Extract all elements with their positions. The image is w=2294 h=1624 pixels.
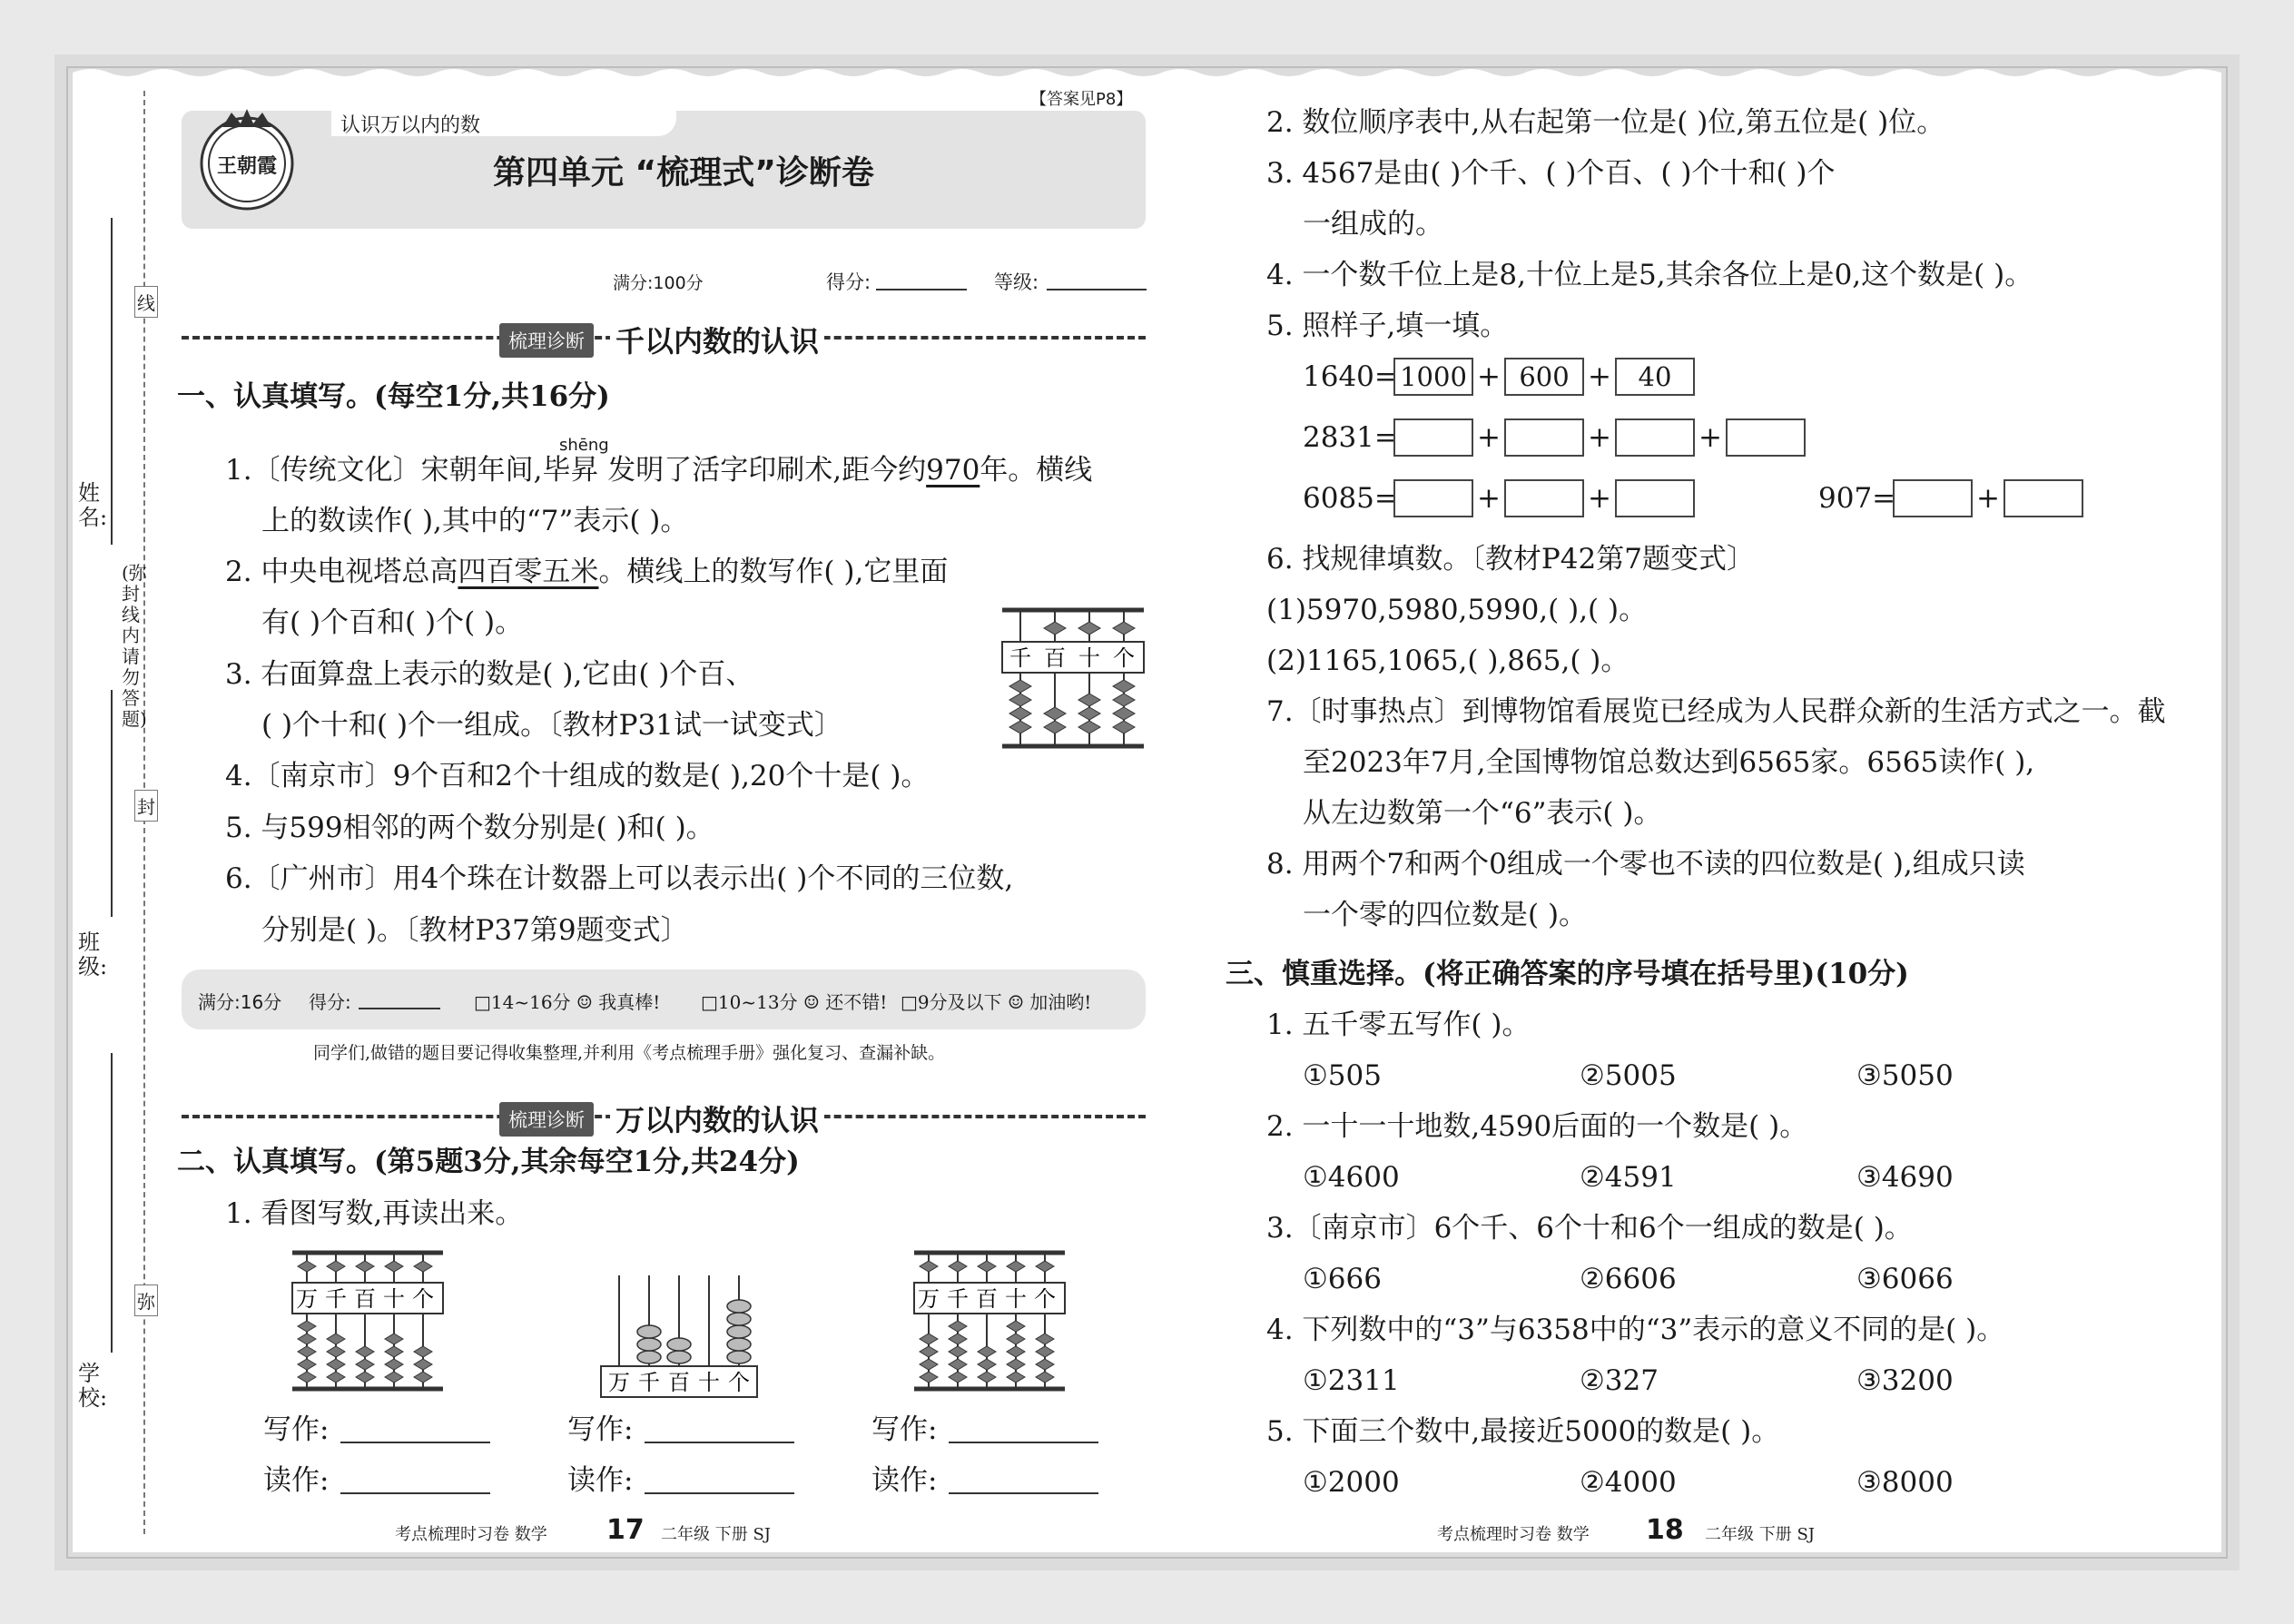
page-number-left: 17 [606, 1514, 645, 1546]
write-label-a: 写作: [263, 1413, 330, 1446]
r-q5-row3-lhs: 6085= [1303, 482, 1398, 515]
footer-left-grade: 二年级 下册 SJ [661, 1525, 771, 1544]
plus-sign: + [1477, 360, 1501, 393]
r-q5-row1-box2: 600 [1504, 358, 1584, 396]
abacus-c-label-5: 个 [1034, 1286, 1056, 1312]
answer-ref: 【答案见P8】 [1030, 90, 1133, 109]
page-number-right: 18 [1646, 1514, 1684, 1546]
c5-option-3[interactable]: ③8000 [1856, 1466, 1954, 1499]
score-option-1[interactable]: □14~16分 ☺ 我真棒! [474, 991, 661, 1013]
r-q5-row1-box1: 1000 [1393, 358, 1473, 396]
c4-question: 4. 下列数中的“3”与6358中的“3”表示的意义不同的是( )。 [1266, 1314, 2005, 1346]
read-field-b[interactable] [645, 1492, 794, 1494]
section-heading-2: 万以内数的认识 [610, 1097, 824, 1139]
r-q5-row2-lhs: 2831= [1303, 421, 1398, 454]
r-q6: 6. 找规律填数。〔教材P42第7题变式〕 [1266, 543, 1755, 576]
r-q5-row2-box2[interactable] [1504, 418, 1584, 457]
r-q5-row1-box3: 40 [1615, 358, 1695, 396]
abacus-b-label-4: 十 [698, 1370, 720, 1395]
unit-topic: 认识万以内的数 [340, 114, 481, 137]
plus-sign: + [1588, 421, 1611, 454]
footer-right-grade: 二年级 下册 SJ [1705, 1525, 1815, 1544]
score-bar-got: 得分: [309, 991, 351, 1013]
review-note: 同学们,做错的题目要记得收集整理,并利用《考点梳理手册》强化复习、查漏补缺。 [313, 1043, 946, 1063]
plus-sign: + [1477, 421, 1501, 454]
c3-option-3[interactable]: ③6066 [1856, 1263, 1954, 1295]
footer-left-series: 考点梳理时习卷 数学 [395, 1525, 547, 1544]
r-q7-line3: 从左边数第一个“6”表示( )。 [1303, 797, 1662, 830]
q1-line2: 上的数读作( ),其中的“7”表示( )。 [261, 505, 689, 537]
q6-line2: 分别是( )。〔教材P37第9题变式〕 [261, 914, 689, 947]
r-q3-line2: 一组成的。 [1303, 208, 1443, 241]
school-label: 学校: [78, 1361, 108, 1411]
score-bar-field[interactable] [359, 1008, 440, 1009]
read-label-c: 读作: [871, 1464, 938, 1497]
r-q3-line1: 3. 4567是由( )个千、( )个百、( )个十和( )个 [1266, 157, 1836, 190]
plus-sign: + [1698, 421, 1722, 454]
abacus-a-label-1: 万 [296, 1286, 318, 1312]
c4-option-2[interactable]: ②327 [1580, 1364, 1659, 1397]
q2-line1: 2. 中央电视塔总高四百零五米。横线上的数写作( ),它里面 [225, 556, 949, 588]
write-label-b: 写作: [567, 1413, 634, 1446]
name-label: 姓名: [78, 480, 108, 530]
write-label-c: 写作: [871, 1413, 938, 1446]
c3-option-2[interactable]: ②6606 [1580, 1263, 1677, 1295]
r-q5-row2-box3[interactable] [1615, 418, 1695, 457]
plus-sign: + [1976, 482, 2000, 515]
plus-sign: + [1477, 482, 1501, 515]
abacus-c-label-1: 万 [918, 1286, 940, 1312]
q3-line2: ( )个十和( )个一组成。〔教材P31试一试变式〕 [261, 709, 842, 742]
r-q7-line1: 7.〔时事热点〕到博物馆看展览已经成为人民群众新的生活方式之一。截 [1266, 695, 2166, 728]
score-bar-full: 满分:16分 [198, 991, 282, 1013]
r-q5-row2-box4[interactable] [1726, 418, 1806, 457]
read-label-a: 读作: [263, 1464, 330, 1497]
section-heading: 千以内数的认识 [610, 319, 824, 360]
mark-seal: 封 [134, 790, 158, 822]
part-three-title: 三、慎重选择。(将正确答案的序号填在括号里)(10分) [1226, 958, 1909, 990]
grade-field[interactable] [1047, 289, 1147, 290]
abacus-label-thousands: 千 [1009, 645, 1031, 671]
r-q5-row3-box2[interactable] [1504, 479, 1584, 517]
abacus-c-label-2: 千 [947, 1286, 969, 1312]
score-label: 得分: [826, 271, 871, 293]
abacus-b-label-5: 个 [728, 1370, 750, 1395]
r-q5-row3-box4[interactable] [1893, 479, 1973, 517]
abacus-label-hundreds: 百 [1044, 645, 1066, 671]
read-field-a[interactable] [340, 1492, 490, 1494]
q5: 5. 与599相邻的两个数分别是( )和( )。 [225, 812, 714, 844]
score-option-2[interactable]: □10~13分 ☺ 还不错! [701, 991, 888, 1013]
logo-seal [195, 102, 300, 215]
abacus-b-label-1: 万 [608, 1370, 630, 1395]
q6-line1: 6.〔广州市〕用4个珠在计数器上可以表示出( )个不同的三位数, [225, 862, 1014, 895]
r-q5-row3-box3[interactable] [1615, 479, 1695, 517]
q3-line1: 3. 右面算盘上表示的数是( ),它由( )个百、 [225, 658, 754, 691]
c2-option-1[interactable]: ①4600 [1303, 1161, 1400, 1194]
q1-line1: 1.〔传统文化〕宋朝年间,毕昇 发明了活字印刷术,距今约970年。横线 [225, 454, 1093, 487]
r-q5-row3-box5[interactable] [2004, 479, 2083, 517]
c3-question: 3.〔南京市〕6个千、6个十和6个一组成的数是( )。 [1266, 1212, 1913, 1245]
r-q6-1: (1)5970,5980,5990,( ),( )。 [1266, 594, 1648, 626]
r-q4: 4. 一个数千位上是8,十位上是5,其余各位上是0,这个数是( )。 [1266, 259, 2033, 291]
r-q8-line1: 8. 用两个7和两个0组成一个零也不读的四位数是( ),组成只读 [1266, 848, 2025, 881]
plus-sign: + [1588, 360, 1611, 393]
c4-option-1[interactable]: ①2311 [1303, 1364, 1400, 1397]
abacus-c [911, 1248, 1069, 1393]
c5-option-1[interactable]: ①2000 [1303, 1466, 1400, 1499]
abacus-q3 [999, 605, 1148, 751]
logo-text: 王朝霞 [216, 154, 278, 178]
page-title: 第四单元 “梳理式”诊断卷 [493, 154, 874, 192]
abacus-a-label-2: 千 [325, 1286, 347, 1312]
worksheet-page [54, 54, 2240, 1570]
r-q5: 5. 照样子,填一填。 [1266, 310, 1509, 342]
r-q5-row2-box1[interactable] [1393, 418, 1473, 457]
part-two-title: 二、认真填写。(第5题3分,其余每空1分,共24分) [177, 1146, 800, 1178]
mark-line: 线 [134, 286, 158, 318]
c1-option-1[interactable]: ①505 [1303, 1059, 1382, 1092]
r-q5-row3-lhs2: 907= [1818, 482, 1896, 515]
c2-option-3[interactable]: ③4690 [1856, 1161, 1954, 1194]
r-q6-2: (2)1165,1065,( ),865,( )。 [1266, 645, 1629, 677]
score-option-3[interactable]: □9分及以下 ☺ 加油哟! [901, 991, 1092, 1013]
s2-q1: 1. 看图写数,再读出来。 [225, 1197, 524, 1230]
pinyin: shēng [559, 436, 609, 455]
abacus-c-label-3: 百 [976, 1286, 998, 1312]
r-q8-line2: 一个零的四位数是( )。 [1303, 899, 1588, 931]
abacus-c-label-4: 十 [1005, 1286, 1027, 1312]
class-label: 班级: [78, 930, 108, 979]
write-field-a[interactable] [340, 1442, 490, 1443]
abacus-label-tens: 十 [1078, 645, 1100, 671]
r-q2: 2. 数位顺序表中,从右起第一位是( )位,第五位是( )位。 [1266, 106, 1945, 139]
r-q5-row1-lhs: 1640= [1303, 360, 1398, 393]
seal-note: (弥封线内请勿答题) [122, 562, 147, 730]
section-badge: 梳理诊断 [499, 323, 594, 358]
abacus-a-label-3: 百 [354, 1286, 376, 1312]
read-field-c[interactable] [949, 1492, 1098, 1494]
abacus-a-label-5: 个 [412, 1286, 434, 1312]
r-q5-row3-box1[interactable] [1393, 479, 1473, 517]
mark-seal-2: 弥 [134, 1284, 158, 1316]
c2-question: 2. 一十一十地数,4590后面的一个数是( )。 [1266, 1110, 1808, 1143]
abacus-label-ones: 个 [1113, 645, 1135, 671]
abacus-b-label-2: 千 [638, 1370, 660, 1395]
c5-question: 5. 下面三个数中,最接近5000的数是( )。 [1266, 1415, 1780, 1448]
c5-option-2[interactable]: ②4000 [1580, 1466, 1677, 1499]
c1-option-3[interactable]: ③5050 [1856, 1059, 1954, 1092]
grade-label: 等级: [994, 271, 1039, 293]
class-field[interactable] [111, 690, 113, 917]
abacus-b-label-3: 百 [668, 1370, 690, 1395]
name-field[interactable] [111, 218, 113, 545]
c1-option-2[interactable]: ②5005 [1580, 1059, 1677, 1092]
section-badge-2: 梳理诊断 [499, 1102, 594, 1137]
r-q7-line2: 至2023年7月,全国博物馆总数达到6565家。6565读作( ), [1303, 746, 2035, 779]
c2-option-2[interactable]: ②4591 [1580, 1161, 1677, 1194]
c1-question: 1. 五千零五写作( )。 [1266, 1009, 1531, 1041]
abacus-a [289, 1248, 448, 1393]
school-field[interactable] [111, 1053, 113, 1353]
plus-sign: + [1588, 482, 1611, 515]
q2-line2: 有( )个百和( )个( )。 [261, 606, 524, 639]
abacus-b [597, 1271, 761, 1403]
c3-option-1[interactable]: ①666 [1303, 1263, 1382, 1295]
c4-option-3[interactable]: ③3200 [1856, 1364, 1954, 1397]
q4: 4.〔南京市〕9个百和2个十组成的数是( ),20个十是( )。 [225, 760, 930, 792]
score-field[interactable] [876, 289, 967, 290]
write-field-c[interactable] [949, 1442, 1098, 1443]
footer-right-series: 考点梳理时习卷 数学 [1437, 1525, 1590, 1544]
write-field-b[interactable] [645, 1442, 794, 1443]
part-one-title: 一、认真填写。(每空1分,共16分) [177, 380, 610, 413]
abacus-a-label-4: 十 [383, 1286, 405, 1312]
score-total: 满分:100分 [613, 273, 704, 293]
read-label-b: 读作: [567, 1464, 634, 1497]
